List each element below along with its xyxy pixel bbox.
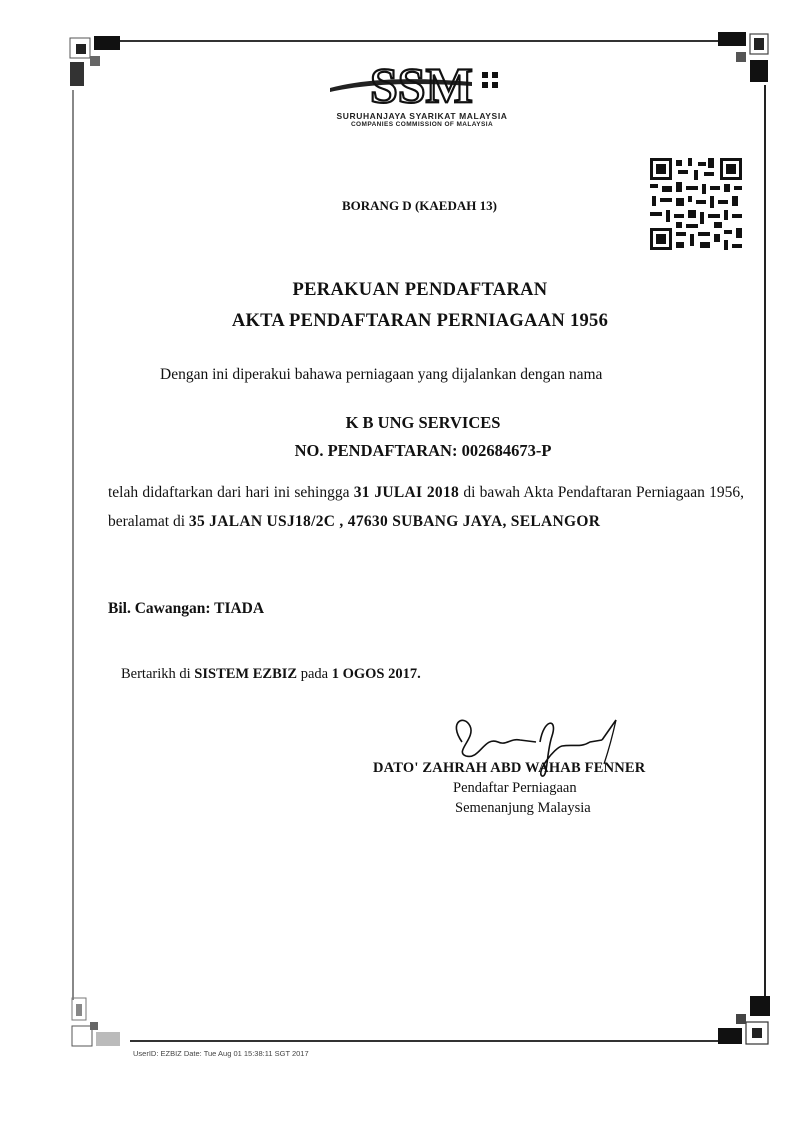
ssm-logo-letters: SSM	[370, 58, 473, 110]
business-name: K B UNG SERVICES	[345, 413, 501, 432]
registration-details	[108, 478, 744, 536]
registration-number: 002684673-P	[461, 441, 552, 460]
logo-text-malay: SURUHANJAYA SYARIKAT MALAYSIA	[336, 111, 508, 121]
dated-statement	[121, 666, 421, 683]
footer-metadata: UserID: EZBIZ Date: Tue Aug 01 15:38:11 SGT 2017	[133, 1049, 309, 1058]
dated-prefix: Bertarikh di	[121, 666, 195, 682]
dated-middle: pada	[297, 666, 332, 682]
dated-system: SISTEM EZBIZ	[194, 666, 298, 682]
frame-right-border	[764, 85, 766, 1000]
ssm-logo-mark	[322, 58, 522, 110]
certificate-title: PERAKUAN PENDAFTARAN	[292, 280, 548, 300]
frame-left-border	[72, 90, 74, 1000]
form-code: BORANG D (KAEDAH 13)	[342, 198, 497, 213]
registration-label: NO. PENDAFTARAN:	[294, 441, 458, 460]
expiry-date: 31 JULAI 2018	[353, 484, 460, 501]
logo-text-english: COMPANIES COMMISSION OF MALAYSIA	[350, 121, 494, 128]
branch-label: Bil. Cawangan:	[108, 600, 211, 617]
certificate-act-title: AKTA PENDAFTARAN PERNIAGAAN 1956	[231, 311, 609, 331]
details-text-start: telah didaftarkan dari hari ini sehingga	[108, 484, 354, 501]
qr-code	[648, 156, 744, 252]
corner-ornament-bottom-right	[716, 994, 772, 1050]
branch-value: TIADA	[214, 600, 265, 617]
signatory-region: Semenanjung Malaysia	[455, 800, 591, 816]
registration-number-line	[0, 441, 794, 461]
intro-statement: Dengan ini diperakui bahawa perniagaan yang dijalankan dengan nama	[160, 366, 603, 383]
corner-ornament-top-right	[716, 30, 772, 86]
signatory-title: Pendaftar Perniagaan	[453, 780, 577, 796]
signatory-name: DATO' ZAHRAH ABD WAHAB FENNER	[373, 760, 646, 776]
details-text-middle: di bawah Akta Pendaftaran Perniagaan 1956, beralamat di	[108, 484, 744, 530]
business-address: 35 JALAN USJ18/2C , 47630 SUBANG JAYA, SELANGOR	[188, 513, 601, 530]
frame-bottom-border	[130, 1040, 720, 1042]
branch-count	[108, 600, 264, 618]
corner-ornament-bottom-left	[68, 996, 124, 1052]
ssm-logo	[322, 58, 522, 128]
corner-ornament-top-left	[68, 34, 124, 90]
frame-top-border	[100, 40, 720, 42]
dated-date: 1 OGOS 2017.	[331, 666, 421, 682]
